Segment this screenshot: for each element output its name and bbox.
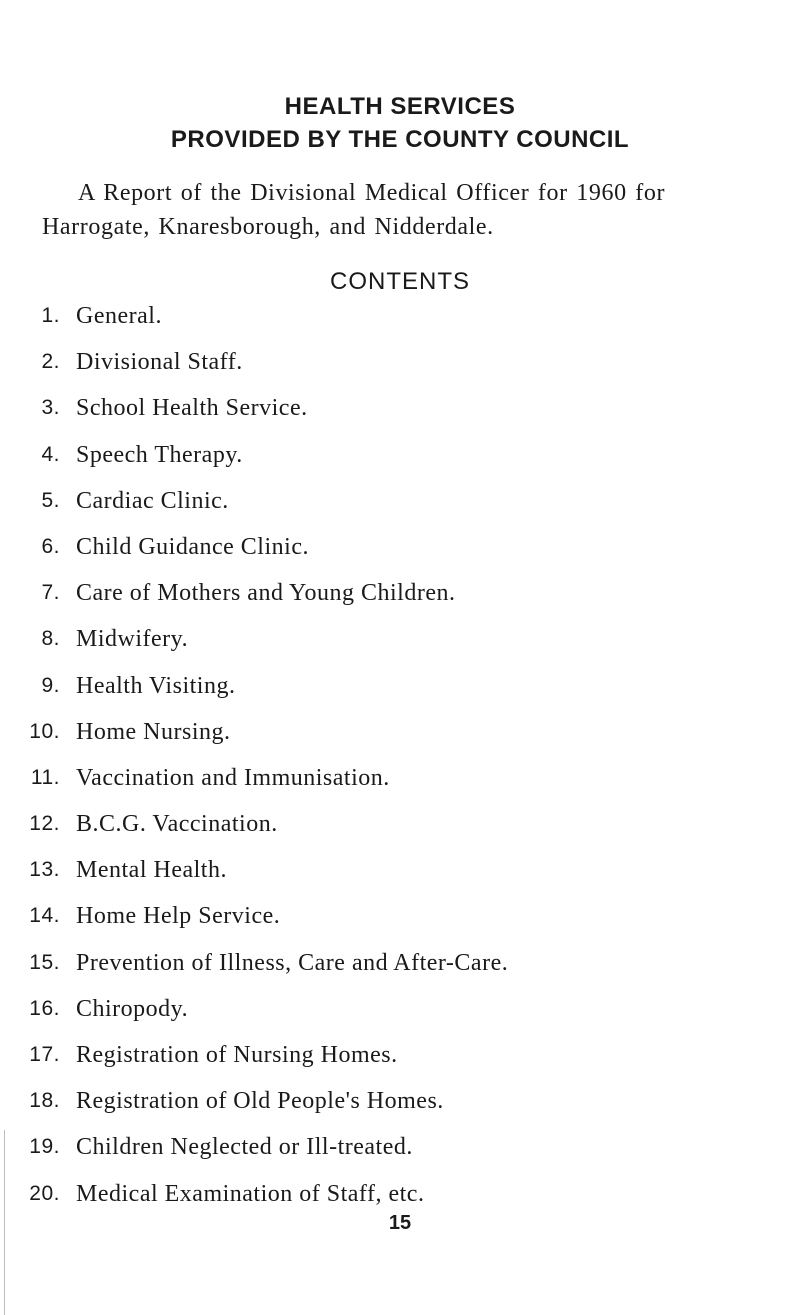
list-item xyxy=(0,669,800,715)
contents-heading: CONTENTS xyxy=(330,268,470,295)
item-number: 11. xyxy=(30,765,60,789)
item-label: Chiropody. xyxy=(76,995,189,1022)
item-number: 17. xyxy=(29,1043,60,1066)
list-item xyxy=(0,1038,800,1084)
item-label: Registration of Old People's Homes. xyxy=(76,1088,444,1115)
item-label: Midwifery. xyxy=(76,626,189,653)
item-number: 5. xyxy=(41,488,60,512)
item-label: Mental Health. xyxy=(76,857,227,884)
item-label: Medical Examination of Staff, etc. xyxy=(76,1180,425,1207)
item-label: Child Guidance Clinic. xyxy=(76,533,309,560)
item-label: School Health Service. xyxy=(76,395,308,422)
list-item xyxy=(0,530,800,576)
item-number: 8. xyxy=(41,627,60,651)
list-item xyxy=(0,1084,800,1130)
item-label: Speech Therapy. xyxy=(76,441,243,468)
item-number: 10. xyxy=(29,719,60,743)
item-number: 6. xyxy=(41,534,60,558)
list-item xyxy=(0,946,800,992)
item-number: 12. xyxy=(29,812,60,836)
item-number: 1. xyxy=(41,304,60,327)
intro-line-2: Harrogate, Knaresborough, and Nidderdale. xyxy=(42,214,494,240)
item-label: General. xyxy=(76,303,162,329)
list-item xyxy=(0,438,800,484)
contents-list xyxy=(0,299,800,1223)
item-label: Divisional Staff. xyxy=(76,349,243,376)
list-item xyxy=(0,484,800,530)
item-label: Health Visiting. xyxy=(76,672,236,699)
item-label: Registration of Nursing Homes. xyxy=(76,1042,398,1068)
list-item xyxy=(0,715,800,761)
page-title: HEALTH SERVICES xyxy=(284,93,516,120)
item-number: 13. xyxy=(29,858,60,882)
item-number: 16. xyxy=(29,996,60,1020)
item-label: Vaccination and Immunisation. xyxy=(76,764,390,791)
item-number: 18. xyxy=(29,1089,60,1113)
item-number: 4. xyxy=(41,442,60,466)
list-item xyxy=(0,391,800,437)
item-label: Home Help Service. xyxy=(76,903,281,930)
list-item xyxy=(0,853,800,899)
list-item xyxy=(0,1130,800,1176)
item-number: 9. xyxy=(41,673,60,697)
list-item xyxy=(0,345,800,391)
margin-divider xyxy=(4,1130,5,1315)
list-item xyxy=(0,622,800,668)
item-number: 19. xyxy=(29,1135,60,1159)
item-number: 15. xyxy=(29,950,60,974)
item-label: Children Neglected or Ill-treated. xyxy=(76,1134,413,1161)
list-item xyxy=(0,992,800,1038)
list-item xyxy=(0,576,800,622)
item-number: 7. xyxy=(41,581,60,605)
list-item xyxy=(0,807,800,853)
item-number: 3. xyxy=(41,396,60,420)
item-label: Care of Mothers and Young Children. xyxy=(76,580,456,607)
item-label: Cardiac Clinic. xyxy=(76,487,229,514)
list-item xyxy=(0,299,800,345)
item-label: Home Nursing. xyxy=(76,718,231,745)
item-label: B.C.G. Vaccination. xyxy=(76,811,278,838)
list-item xyxy=(0,899,800,945)
list-item xyxy=(0,761,800,807)
item-number: 14. xyxy=(29,904,60,928)
item-number: 20. xyxy=(29,1181,60,1205)
item-number: 2. xyxy=(41,350,60,374)
page-subtitle: PROVIDED BY THE COUNTY COUNCIL xyxy=(170,126,630,153)
page-number: 15 xyxy=(388,1212,412,1234)
intro-line-1: A Report of the Divisional Medical Officer for 1960 for xyxy=(78,180,666,206)
item-label: Prevention of Illness, Care and After-Care. xyxy=(76,949,509,976)
